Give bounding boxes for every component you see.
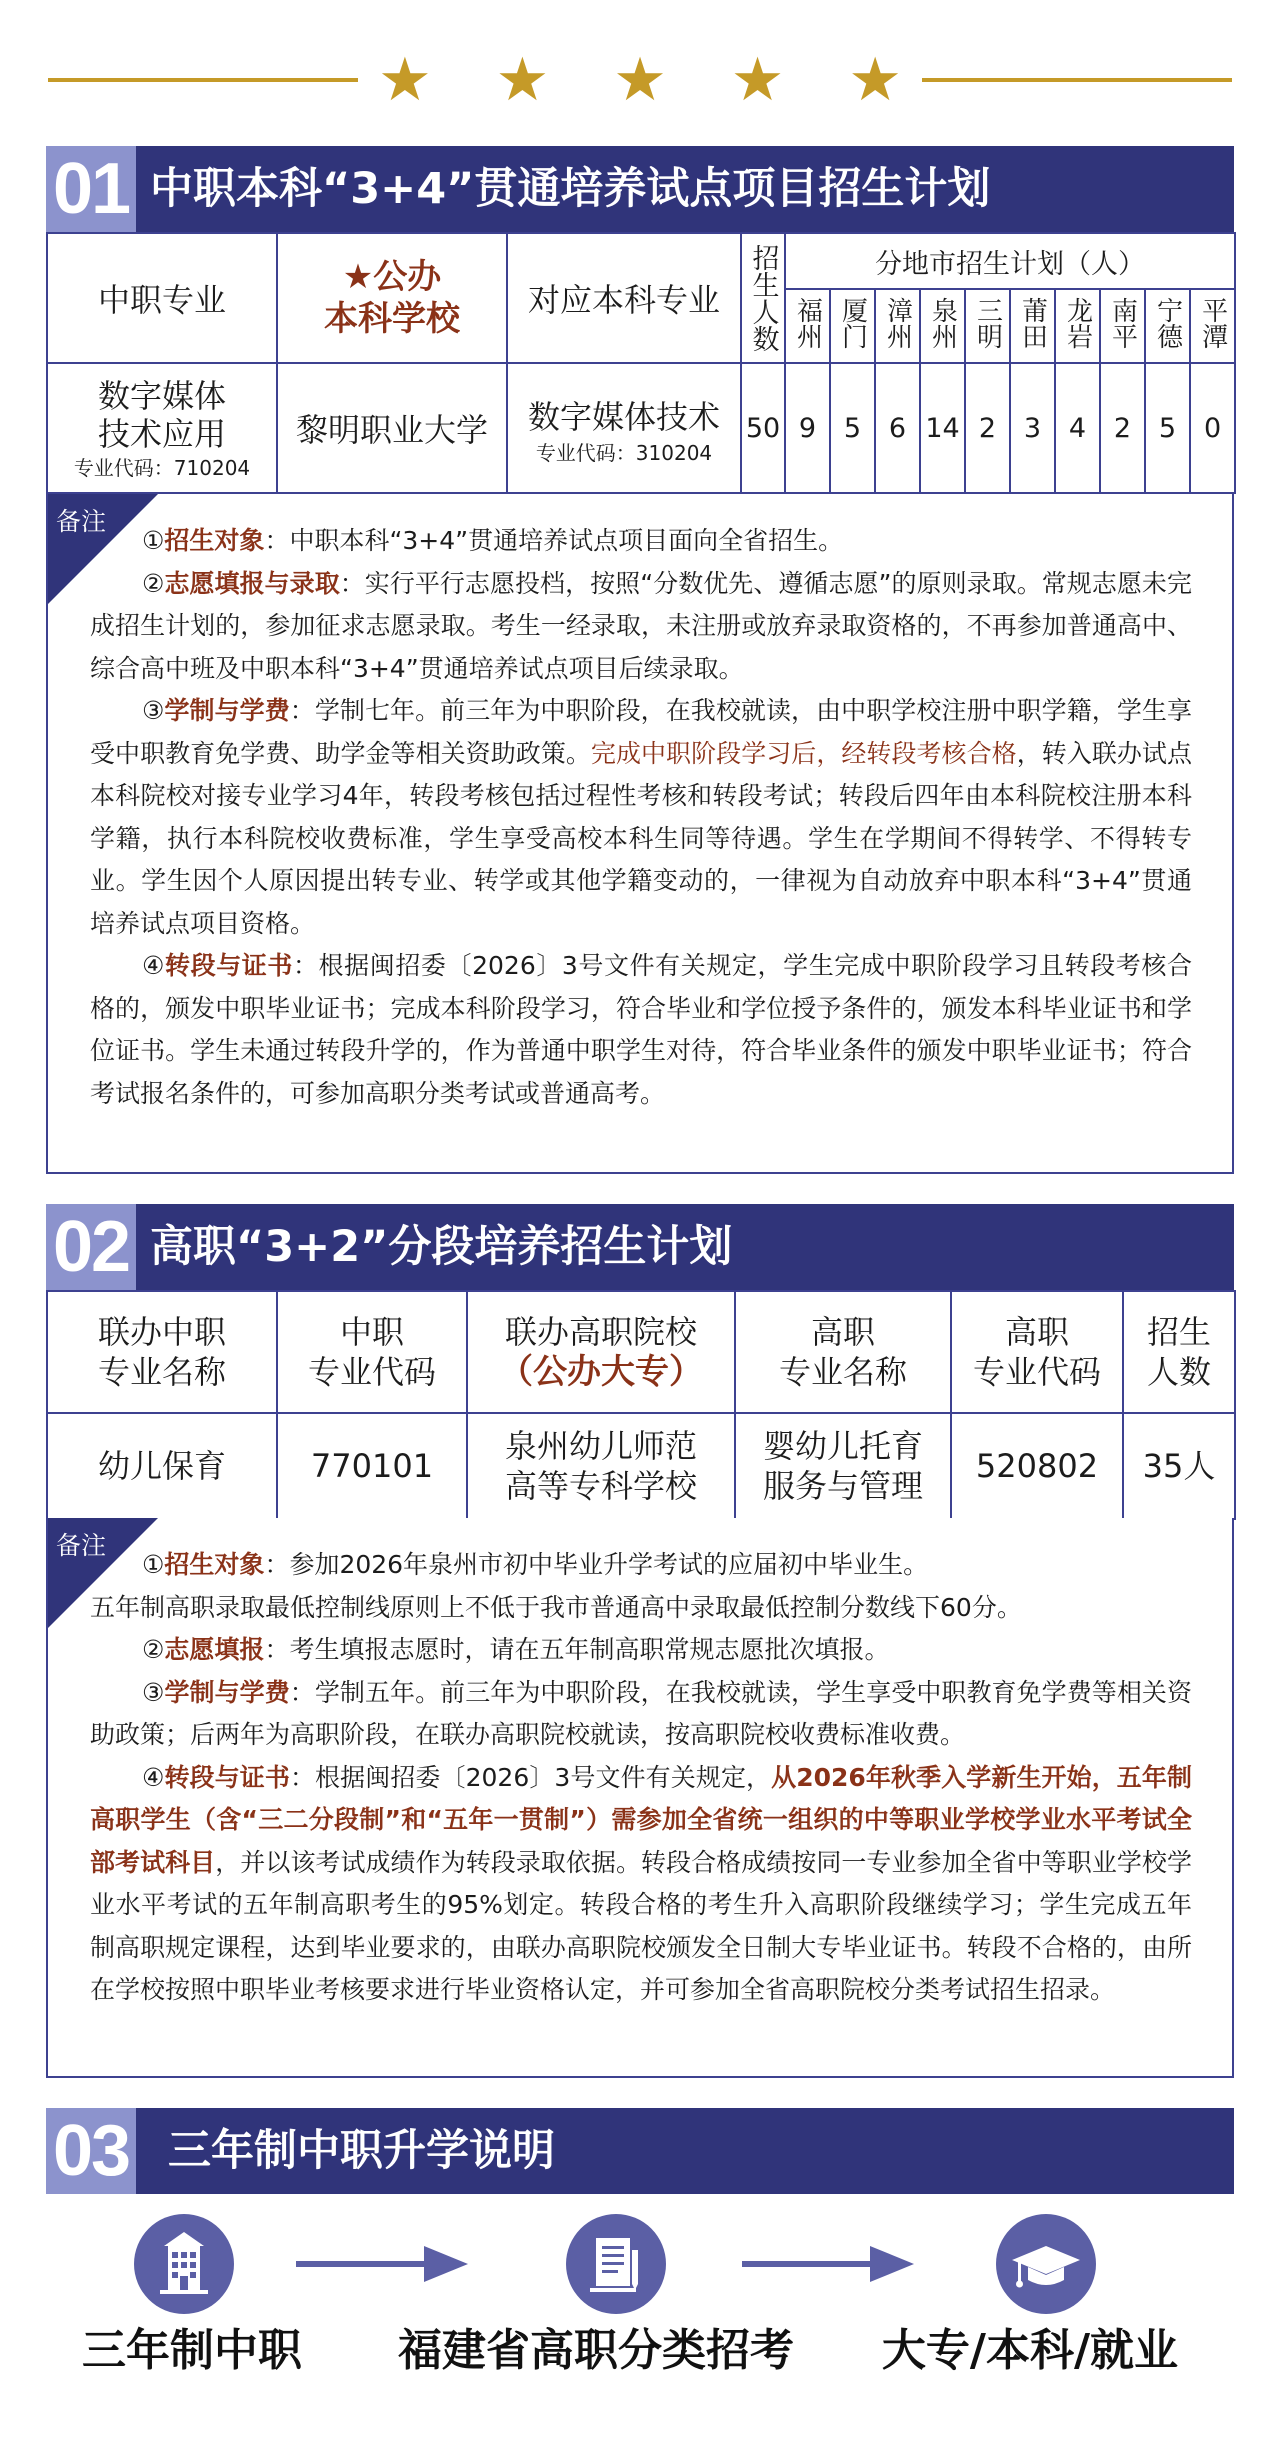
- cell-city-value: 6: [875, 363, 920, 493]
- note-paragraph: ③学制与学费：学制五年。前三年为中职阶段，在我校就读，学生享受中职教育免学费等相关资助政策；后两年为高职阶段，在联办高职院校就读，按高职院校收费标准收费。: [90, 1677, 1192, 1749]
- highlight-text: 从2026年秋季入学新生开始，五年制高职学生（含“三二分段制”和“五年一贯制”）需参加全省统一组织的中等职业学校学业水平考试全部考试科目: [90, 1762, 1192, 1877]
- header-city: 漳州: [875, 289, 920, 363]
- note-paragraph: ④转段与证书：根据闽招委〔2026〕3号文件有关规定，从2026年秋季入学新生开始，五年制高职学生（含“三二分段制”和“五年一贯制”）需参加全省统一组织的中等职业学校学业水平考试全部考试科目，并以该考试成绩作为转段录取依据。转段合格成绩按同一专业参加全省中等职业学校学业水平考试的五年制高职考生的95%划定。转段合格的考生升入高职阶段继续学习；学生完成五年制高职规定课程，达到毕业要求的，由联办高职院校颁发全日制大专毕业证书。转段不合格的，由所在学校按照中职毕业考核要求进行毕业资格认定，并可参加全省高职院校分类考试招生招录。: [90, 1762, 1192, 2004]
- highlight-text: 完成中职阶段学习后，经转段考核合格: [590, 738, 1017, 768]
- cell-college-major: 婴幼儿托育 服务与管理: [735, 1413, 951, 1519]
- header-college: 联办高职院校 （公办大专）: [467, 1291, 735, 1413]
- cell-enrollment: 35人: [1123, 1413, 1235, 1519]
- arrow-right-icon: [742, 2244, 914, 2284]
- divider-line-left: [48, 78, 358, 82]
- notes-body: [48, 494, 1232, 1129]
- section-03-header: [46, 2108, 1234, 2194]
- star-divider: [48, 45, 1232, 115]
- cell-city-value: 2: [965, 363, 1010, 493]
- header-city: 三明: [965, 289, 1010, 363]
- header-city: 南平: [1100, 289, 1145, 363]
- header-city: 福州: [785, 289, 830, 363]
- major-code: 专业代码：710204: [73, 456, 251, 480]
- flow-step-label: 三年制中职: [82, 2325, 302, 2376]
- star-icon: ★: [378, 45, 432, 115]
- cell-city-value: 14: [920, 363, 965, 493]
- header-city: 莆田: [1010, 289, 1055, 363]
- section-02-header: [46, 1204, 1234, 1290]
- table-row: [47, 363, 1235, 493]
- section-01-header: [46, 146, 1234, 232]
- cell-city-value: 5: [1145, 363, 1190, 493]
- note-paragraph: 五年制高职录取最低控制线原则上不低于我市普通高中录取最低控制分数线下60分。: [90, 1592, 1022, 1622]
- header-enrollment: 招生 人数: [1123, 1291, 1235, 1413]
- notes-section-02: [46, 1518, 1234, 2078]
- table-row: [47, 1413, 1235, 1519]
- note-paragraph: ③学制与学费：学制七年。前三年为中职阶段，在我校就读，由中职学校注册中职学籍，学生享受中职教育免学费、助学金等相关资助政策。完成中职阶段学习后，经转段考核合格，转入联办试点本科院校对接专业学习4年，转段考核包括过程性考核和转段考试；转段后四年由本科院校注册本科学籍，执行本科院校收费标准，学生享受高校本科生同等待遇。学生在学期间不得转学、不得转专业。学生因个人原因提出转专业、转学或其他学籍变动的，一律视为自动放弃中职本科“3+4”贯通培养试点项目资格。: [90, 696, 1192, 938]
- star-row: [378, 45, 902, 115]
- header-city: 宁德: [1145, 289, 1190, 363]
- header-school-star: ★公办: [342, 257, 442, 297]
- section-title: 中职本科“3+4”贯通培养试点项目招生计划: [150, 164, 991, 214]
- header-city: 泉州: [920, 289, 965, 363]
- header-joint-major: 联办中职 专业名称: [47, 1291, 277, 1413]
- cell-college: 泉州幼儿师范 高等专科学校: [467, 1413, 735, 1519]
- cell-school: 黎明职业大学: [277, 363, 507, 493]
- note-paragraph: ①招生对象：参加2026年泉州市初中毕业升学考试的应届初中毕业生。: [142, 1550, 929, 1579]
- cell-joint-major: 幼儿保育: [47, 1413, 277, 1519]
- cell-city-value: 3: [1010, 363, 1055, 493]
- cell-college-code: 520802: [951, 1413, 1123, 1519]
- note-paragraph: ①招生对象：中职本科“3+4”贯通培养试点项目面向全省招生。: [142, 526, 844, 555]
- flow-step-label: 福建省高职分类招考: [398, 2325, 794, 2376]
- cell-bachelor: 数字媒体技术 专业代码：310204: [507, 363, 741, 493]
- header-school-label: 本科学校: [324, 299, 460, 339]
- cell-city-value: 4: [1055, 363, 1100, 493]
- document-icon: [566, 2214, 666, 2314]
- notes-body: [48, 1518, 1232, 2026]
- note-paragraph: ④转段与证书：根据闽招委〔2026〕3号文件有关规定，学生完成中职阶段学习且转段考核合格的，颁发中职毕业证书；完成本科阶段学习，符合毕业和学位授予条件的，颁发本科毕业证书和学位证书。学生未通过转段升学的，作为普通中职学生对待，符合毕业条件的颁发中职毕业证书；符合考试报名条件的，可参加高职分类考试或普通高考。: [90, 951, 1192, 1108]
- bachelor-code: 专业代码：310204: [535, 441, 713, 465]
- notes-label: 备注: [56, 507, 107, 536]
- cell-city-value: 0: [1190, 363, 1235, 493]
- cell-city-value: 2: [1100, 363, 1145, 493]
- section-title: 高职“3+2”分段培养招生计划: [150, 1222, 733, 1272]
- header-major-code: 中职 专业代码: [277, 1291, 467, 1413]
- header-city: 平潭: [1190, 289, 1235, 363]
- cell-total: 50: [741, 363, 785, 493]
- header-total: 招生人数: [741, 233, 785, 363]
- arrow-right-icon: [296, 2244, 468, 2284]
- header-major: 中职专业: [47, 233, 277, 363]
- cell-city-value: 9: [785, 363, 830, 493]
- section-number: 01: [46, 146, 136, 232]
- star-icon: ★: [495, 45, 550, 115]
- notes-label: 备注: [56, 1531, 107, 1560]
- graduation-cap-icon: [996, 2214, 1096, 2314]
- header-city: 龙岩: [1055, 289, 1100, 363]
- header-cities-group: 分地市招生计划（人）: [785, 233, 1235, 289]
- cell-major: 数字媒体 技术应用 专业代码：710204: [47, 363, 277, 493]
- header-school: [277, 233, 507, 363]
- note-paragraph: ②志愿填报与录取：实行平行志愿投档，按照“分数优先、遵循志愿”的原则录取。常规志愿未完成招生计划的，参加征求志愿录取。考生一经录取，未注册或放弃录取资格的，不再参加普通高中、综合高中班及中职本科“3+4”贯通培养试点项目后续录取。: [90, 568, 1192, 683]
- cell-major-code: 770101: [277, 1413, 467, 1519]
- cell-city-value: 5: [830, 363, 875, 493]
- divider-line-right: [922, 78, 1232, 82]
- plan-table-3plus4: [46, 232, 1236, 494]
- plan-table-3plus2: [46, 1290, 1236, 1520]
- header-college-major: 高职 专业名称: [735, 1291, 951, 1413]
- notes-section-01: [46, 494, 1234, 1174]
- section-title: 三年制中职升学说明: [168, 2126, 555, 2176]
- star-icon: ★: [613, 45, 667, 115]
- note-paragraph: ②志愿填报：考生填报志愿时，请在五年制高职常规志愿批次填报。: [142, 1635, 890, 1664]
- star-icon: ★: [730, 45, 785, 115]
- header-bachelor: 对应本科专业: [507, 233, 741, 363]
- header-city: 厦门: [830, 289, 875, 363]
- section-number: 02: [46, 1204, 136, 1290]
- section-number: 03: [46, 2108, 136, 2194]
- star-icon: ★: [848, 45, 902, 115]
- header-college-code: 高职 专业代码: [951, 1291, 1123, 1413]
- flow-step-label: 大专/本科/就业: [881, 2325, 1179, 2376]
- building-icon: [134, 2214, 234, 2314]
